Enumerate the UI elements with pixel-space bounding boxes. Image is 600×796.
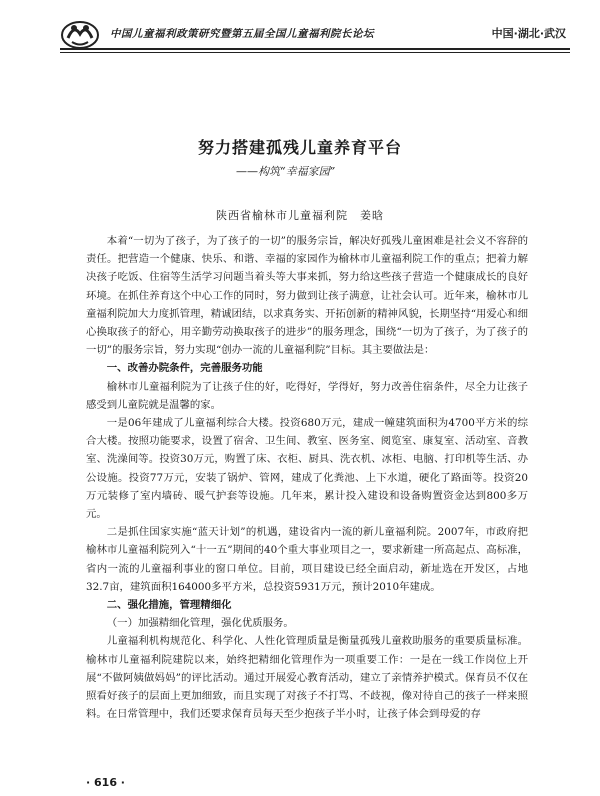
article-author: 陕西省榆林市儿童福利院 姜晗: [216, 209, 384, 222]
section-heading: 二、强化措施，管理精细化: [106, 599, 232, 612]
subsection-heading: （一）加强精细化管理，强化优质服务。: [106, 617, 294, 630]
article-title: 努力搭建孤残儿童养育平台: [197, 138, 402, 157]
paragraph: 榆林市儿童福利院为了让孩子住的好，吃得好，学得好，努力改善住宿条件，尽全力让孩子感受到儿童院就是温馨的家。: [86, 380, 528, 411]
section-heading: 一、改善办院条件，完善服务功能: [106, 362, 263, 375]
article-body: [86, 232, 528, 723]
paragraph: 二是抓住国家实施“蓝天计划”的机遇，建设省内一流的新儿童福利院。2007年，市政府把榆林市儿童福利院列入“十一五”期间的40个重大事业项目之一，要求新建一所高起点、高标准，省内一流的儿童福利事业的窗口单位。目前，项目建设已经全面启动，新址选在开发区，占地32.7亩，建筑面积164000多平方米，总投资5931万元，预计2010年建成。: [86, 526, 528, 593]
paragraph: 一是06年建成了儿童福利综合大楼。投资680万元，建成一幢建筑面积为4700平方米的综合大楼。按照功能要求，设置了宿舍、卫生间、教室、医务室、阅览室、康复室、活动室、音教室、洗澡间等。投资30万元，购置了床、衣柜、厨具、洗衣机、冰柜、电脑、打印机等生活、办公设施。投资77万元，安装了锅炉、管网，建成了化粪池、上下水道，硬化了路面等。投资20万元装修了室内墙砖、暖气护套等设施。几年来，累计投入建设和设备购置资金达到800多万元。: [86, 417, 528, 521]
forum-logo-icon: [60, 16, 100, 50]
paragraph: 儿童福利机构规范化、科学化、人性化管理质量是衡量孤残儿童救助服务的重要质量标准。榆林市儿童福利院建院以来，始终把精细化管理作为一项重要工作：一是在一线工作岗位上开展“不做阿姨做妈妈”的评比活动。通过开展爱心教育活动，建立了亲情养护模式。保育员不仅在照看好孩子的层面上更加细致，而且实现了对孩子不打骂、不歧视，像对待自己的孩子一样来照料。在日常管理中，我们还要求保育员每天至少抱孩子半小时，让孩子体会到母爱的存: [86, 635, 528, 721]
conference-location: 中国·湖北·武汉: [491, 27, 566, 40]
header-rule-thick: [60, 48, 570, 50]
article-subtitle: ——构筑“幸福家园”: [236, 165, 336, 178]
header-rule-thin: [60, 52, 570, 53]
page-number: · 616 ·: [86, 776, 125, 789]
conference-title: 中国儿童福利政策研究暨第五届全国儿童福利院长论坛: [110, 28, 374, 40]
paragraph: 本着“一切为了孩子，为了孩子的一切”的服务宗旨，解决好孤残儿童困难是社会义不容辞的责任。把营造一个健康、快乐、和谐、幸福的家园作为榆林市儿童福利院工作的重点；把着力解决孩子吃饭、住宿等生活学习问题当着头等大事来抓，努力给这些孩子营造一个健康成长的良好环境。在抓住养育这个中心工作的同时，努力做到让孩子满意，让社会认可。近年来，榆林市儿童福利院加大力度抓管理，精诚团结，以求真务实、开拓创新的精神风貌，长期坚持“用爱心和细心换取孩子的舒心，用辛勤劳动换取孩子的进步”的服务理念，围绕“一切为了孩子，为了孩子的一切”的服务宗旨，努力实现“创办一流的儿童福利院”目标。其主要做法是：: [86, 235, 528, 357]
